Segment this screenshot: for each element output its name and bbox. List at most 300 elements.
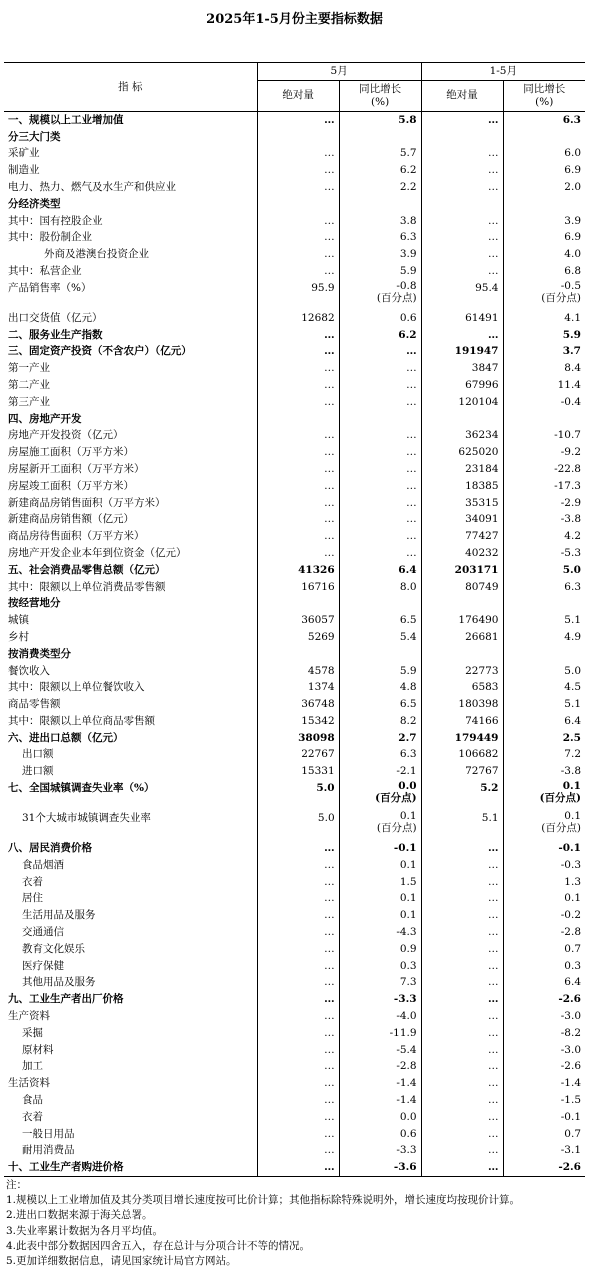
row-label: 第二产业 — [8, 378, 50, 391]
may-absolute: … — [257, 1058, 339, 1075]
jan-may-absolute: … — [421, 246, 503, 263]
may-absolute: 1374 — [257, 679, 339, 696]
table-row — [4, 810, 585, 840]
may-growth: -0.1 — [339, 840, 421, 857]
may-absolute: … — [257, 461, 339, 478]
note-line: 4.此表中部分数据因四舍五入，存在总计与分项合计不等的情况。 — [6, 1239, 311, 1252]
may-growth: 0.1 — [339, 907, 421, 924]
table-body — [4, 111, 585, 1176]
may-absolute: … — [257, 145, 339, 162]
may-absolute: … — [257, 1042, 339, 1059]
jan-may-absolute: 120104 — [421, 394, 503, 411]
jan-may-growth: 7.2 — [503, 746, 585, 763]
jan-may-growth: 6.9 — [503, 229, 585, 246]
may-absolute: … — [257, 478, 339, 495]
header-may: 5月 — [257, 63, 421, 81]
jan-may-absolute: … — [421, 1075, 503, 1092]
jan-may-growth — [503, 810, 585, 840]
jan-may-absolute: 77427 — [421, 528, 503, 545]
table-row — [4, 545, 585, 562]
may-growth: 6.2 — [339, 327, 421, 344]
may-growth: -4.3 — [339, 924, 421, 941]
may-absolute: … — [257, 343, 339, 360]
may-absolute: … — [257, 511, 339, 528]
table-row — [4, 444, 585, 461]
row-label: 其中：私营企业 — [8, 264, 82, 277]
may-growth: 0.1 — [339, 857, 421, 874]
jan-may-growth: 6.3 — [503, 111, 585, 128]
may-absolute: … — [257, 528, 339, 545]
table-row — [4, 1159, 585, 1176]
may-absolute — [257, 411, 339, 428]
header-growth-may-line1: 同比增长 — [359, 82, 402, 95]
jan-may-absolute — [421, 129, 503, 146]
row-label: 生活用品及服务 — [22, 909, 96, 922]
jan-may-absolute: 72767 — [421, 763, 503, 780]
jan-may-growth: -2.6 — [503, 991, 585, 1008]
row-label: 生产资料 — [8, 1010, 50, 1023]
row-label: 其中：限额以上单位餐饮收入 — [8, 681, 145, 694]
table-row — [4, 360, 585, 377]
may-growth: 0.9 — [339, 941, 421, 958]
jan-may-growth: 0.7 — [503, 1126, 585, 1143]
may-growth: … — [339, 461, 421, 478]
jan-may-growth: 3.7 — [503, 343, 585, 360]
row-label: 生活资料 — [8, 1077, 50, 1090]
jan-may-absolute: 36234 — [421, 427, 503, 444]
table-row — [4, 145, 585, 162]
may-growth: 6.5 — [339, 696, 421, 713]
may-absolute: … — [257, 394, 339, 411]
row-label: 出口额 — [22, 748, 54, 761]
jan-may-growth-unit: (百分点) — [541, 822, 581, 835]
may-growth: 6.3 — [339, 746, 421, 763]
jan-may-growth — [503, 411, 585, 428]
may-growth: … — [339, 545, 421, 562]
may-growth: … — [339, 377, 421, 394]
may-absolute: … — [257, 360, 339, 377]
may-absolute: … — [257, 1159, 339, 1176]
may-growth: -3.6 — [339, 1159, 421, 1176]
table-row — [4, 162, 585, 179]
table-row — [4, 129, 585, 146]
jan-may-growth — [503, 129, 585, 146]
may-absolute: … — [257, 1075, 339, 1092]
jan-may-absolute: 95.4 — [421, 280, 503, 310]
jan-may-growth: 4.2 — [503, 528, 585, 545]
row-label: 其中：限额以上单位消费品零售额 — [8, 580, 166, 593]
table-row — [4, 1058, 585, 1075]
may-growth — [339, 129, 421, 146]
jan-may-absolute — [421, 595, 503, 612]
jan-may-absolute: … — [421, 213, 503, 230]
jan-may-growth-value: -0.5 — [560, 279, 581, 292]
may-absolute: … — [257, 991, 339, 1008]
may-absolute: … — [257, 111, 339, 128]
row-label: 其他用品及服务 — [22, 976, 96, 989]
may-growth: … — [339, 511, 421, 528]
jan-may-growth: 0.3 — [503, 958, 585, 975]
may-absolute: … — [257, 907, 339, 924]
table-row — [4, 874, 585, 891]
row-label: 十、工业生产者购进价格 — [4, 1159, 257, 1176]
jan-may-absolute: … — [421, 1142, 503, 1159]
may-growth: … — [339, 360, 421, 377]
table-row — [4, 196, 585, 213]
jan-may-growth — [503, 780, 585, 810]
jan-may-growth: 5.0 — [503, 562, 585, 579]
table-row — [4, 730, 585, 747]
jan-may-growth: 0.7 — [503, 941, 585, 958]
row-label: 制造业 — [8, 164, 40, 177]
may-growth: 5.9 — [339, 263, 421, 280]
row-label: 分经济类型 — [8, 197, 61, 210]
may-absolute: … — [257, 958, 339, 975]
row-label: 六、进出口总额（亿元） — [8, 731, 124, 744]
may-absolute: … — [257, 974, 339, 991]
jan-may-absolute: … — [421, 924, 503, 941]
may-growth: -4.0 — [339, 1008, 421, 1025]
jan-may-growth: 6.4 — [503, 713, 585, 730]
may-absolute: … — [257, 377, 339, 394]
notes — [6, 1178, 520, 1269]
jan-may-absolute: … — [421, 1025, 503, 1042]
table-row — [4, 663, 585, 680]
jan-may-absolute: … — [421, 958, 503, 975]
jan-may-growth: -3.8 — [503, 763, 585, 780]
may-absolute: … — [257, 246, 339, 263]
jan-may-absolute: … — [421, 162, 503, 179]
table-row — [4, 461, 585, 478]
jan-may-growth-value: 0.1 — [564, 810, 581, 823]
jan-may-absolute: 176490 — [421, 612, 503, 629]
jan-may-growth: -9.2 — [503, 444, 585, 461]
table-row — [4, 612, 585, 629]
may-growth-value: 0.0 — [398, 780, 417, 793]
table-row — [4, 579, 585, 596]
may-absolute: … — [257, 545, 339, 562]
may-absolute: 36057 — [257, 612, 339, 629]
row-label: 第三产业 — [8, 395, 50, 408]
may-absolute: … — [257, 1126, 339, 1143]
jan-may-absolute: 80749 — [421, 579, 503, 596]
table-row — [4, 679, 585, 696]
may-growth: -3.3 — [339, 1142, 421, 1159]
jan-may-absolute: 3847 — [421, 360, 503, 377]
jan-may-growth: -0.3 — [503, 857, 585, 874]
row-label: 房屋竣工面积（万平方米） — [8, 479, 134, 492]
jan-may-growth: -0.2 — [503, 907, 585, 924]
row-label: 四、房地产开发 — [8, 412, 82, 425]
row-label: 一般日用品 — [22, 1127, 75, 1140]
may-absolute: … — [257, 327, 339, 344]
may-growth: … — [339, 495, 421, 512]
jan-may-absolute: 35315 — [421, 495, 503, 512]
jan-may-growth: 2.5 — [503, 730, 585, 747]
may-growth: 6.4 — [339, 562, 421, 579]
row-label: 商品零售额 — [8, 698, 61, 711]
may-absolute — [257, 646, 339, 663]
row-label: 食品烟酒 — [22, 858, 64, 871]
row-label: 31个大城市城镇调查失业率 — [22, 812, 151, 825]
row-label: 新建商品房销售额（亿元） — [8, 513, 134, 526]
may-absolute: 5.0 — [257, 780, 339, 810]
jan-may-absolute: … — [421, 991, 503, 1008]
may-growth-unit: (百分点) — [376, 822, 417, 835]
may-growth: -5.4 — [339, 1042, 421, 1059]
table-row — [4, 840, 585, 857]
jan-may-absolute: 61491 — [421, 310, 503, 327]
row-label: 食品 — [22, 1094, 43, 1107]
may-growth: -2.8 — [339, 1058, 421, 1075]
table-row — [4, 511, 585, 528]
row-label: 教育文化娱乐 — [22, 942, 85, 955]
jan-may-growth: -3.0 — [503, 1008, 585, 1025]
jan-may-growth: -17.3 — [503, 478, 585, 495]
jan-may-absolute: 6583 — [421, 679, 503, 696]
header-indicator: 指 标 — [4, 63, 257, 112]
table-row — [4, 562, 585, 579]
jan-may-absolute: 180398 — [421, 696, 503, 713]
header-growth-may — [339, 80, 421, 111]
jan-may-absolute: … — [421, 1092, 503, 1109]
may-absolute: 4578 — [257, 663, 339, 680]
may-absolute: … — [257, 840, 339, 857]
table-row — [4, 646, 585, 663]
may-absolute: … — [257, 1142, 339, 1159]
table-row — [4, 746, 585, 763]
row-label: 医疗保健 — [22, 959, 64, 972]
may-growth: 1.5 — [339, 874, 421, 891]
row-label: 房屋施工面积（万平方米） — [8, 446, 134, 459]
table-row — [4, 179, 585, 196]
jan-may-absolute: … — [421, 907, 503, 924]
row-label: 外商及港澳台投资企业 — [44, 248, 149, 261]
header-growth-may-line2: (%) — [371, 95, 390, 108]
header-growth-jan-may-line2: (%) — [535, 95, 554, 108]
may-absolute: 12682 — [257, 310, 339, 327]
jan-may-growth: -10.7 — [503, 427, 585, 444]
jan-may-absolute: 5.2 — [421, 780, 503, 810]
may-growth: 5.7 — [339, 145, 421, 162]
jan-may-absolute: 191947 — [421, 343, 503, 360]
header-absolute-jan-may: 绝对量 — [421, 80, 503, 111]
jan-may-growth: 5.0 — [503, 663, 585, 680]
jan-may-absolute: … — [421, 1109, 503, 1126]
may-absolute: 36748 — [257, 696, 339, 713]
jan-may-absolute: … — [421, 229, 503, 246]
may-growth: 5.4 — [339, 629, 421, 646]
table-row — [4, 478, 585, 495]
note-line: 注： — [6, 1179, 27, 1191]
table-row — [4, 280, 585, 310]
row-label: 其中：股份制企业 — [8, 231, 92, 244]
may-growth: 2.7 — [339, 730, 421, 747]
table-row — [4, 713, 585, 730]
may-growth: 8.2 — [339, 713, 421, 730]
may-absolute: … — [257, 495, 339, 512]
may-absolute: … — [257, 1092, 339, 1109]
row-label: 分三大门类 — [8, 130, 61, 143]
may-absolute: … — [257, 874, 339, 891]
table-row — [4, 1025, 585, 1042]
may-growth: … — [339, 427, 421, 444]
row-label: 居住 — [22, 892, 43, 905]
may-growth-unit: (百分点) — [376, 291, 417, 304]
may-absolute — [257, 129, 339, 146]
table-row — [4, 111, 585, 128]
may-growth — [339, 280, 421, 310]
jan-may-growth: -3.0 — [503, 1042, 585, 1059]
may-growth — [339, 595, 421, 612]
row-label: 其中：国有控股企业 — [8, 214, 103, 227]
jan-may-growth: 4.0 — [503, 246, 585, 263]
may-absolute: … — [257, 179, 339, 196]
table-row — [4, 924, 585, 941]
jan-may-absolute: 40232 — [421, 545, 503, 562]
row-label: 新建商品房销售面积（万平方米） — [8, 496, 166, 509]
row-label: 餐饮收入 — [8, 664, 50, 677]
table-row — [4, 780, 585, 810]
may-growth: 5.8 — [339, 111, 421, 128]
may-growth — [339, 646, 421, 663]
jan-may-growth: 3.9 — [503, 213, 585, 230]
jan-may-absolute: 106682 — [421, 746, 503, 763]
jan-may-growth — [503, 196, 585, 213]
jan-may-absolute: … — [421, 327, 503, 344]
jan-may-absolute: 34091 — [421, 511, 503, 528]
header-jan-may: 1-5月 — [421, 63, 585, 81]
jan-may-absolute: … — [421, 941, 503, 958]
jan-may-growth — [503, 280, 585, 310]
jan-may-growth: -22.8 — [503, 461, 585, 478]
jan-may-growth-unit: (百分点) — [539, 792, 581, 805]
jan-may-absolute — [421, 646, 503, 663]
may-absolute: 5269 — [257, 629, 339, 646]
table-row — [4, 394, 585, 411]
jan-may-absolute: … — [421, 1126, 503, 1143]
jan-may-growth: 6.3 — [503, 579, 585, 596]
may-absolute: … — [257, 924, 339, 941]
table-row — [4, 246, 585, 263]
may-absolute: … — [257, 213, 339, 230]
table-row — [4, 763, 585, 780]
jan-may-growth: 11.4 — [503, 377, 585, 394]
may-growth — [339, 196, 421, 213]
row-label: 城镇 — [8, 614, 29, 627]
jan-may-absolute: 23184 — [421, 461, 503, 478]
table-row — [4, 528, 585, 545]
may-growth: 0.6 — [339, 1126, 421, 1143]
may-growth: 7.3 — [339, 974, 421, 991]
may-growth: 8.0 — [339, 579, 421, 596]
note-line: 1.规模以上工业增加值及其分类项目增长速度按可比价计算；其他指标除特殊说明外，增长速度均按现价计算。 — [6, 1194, 521, 1207]
may-absolute: … — [257, 229, 339, 246]
row-label: 房屋新开工面积（万平方米） — [8, 462, 145, 475]
jan-may-growth: 6.4 — [503, 974, 585, 991]
may-absolute: … — [257, 857, 339, 874]
row-label: 按经营地分 — [8, 597, 61, 610]
may-absolute: … — [257, 890, 339, 907]
may-growth: 0.0 — [339, 1109, 421, 1126]
may-absolute: 16716 — [257, 579, 339, 596]
jan-may-absolute: … — [421, 857, 503, 874]
row-label: 商品房待售面积（万平方米） — [8, 530, 145, 543]
header-growth-jan-may-line1: 同比增长 — [523, 82, 566, 95]
table-row — [4, 907, 585, 924]
table-row — [4, 1042, 585, 1059]
jan-may-absolute: 74166 — [421, 713, 503, 730]
jan-may-growth: -2.6 — [503, 1159, 585, 1176]
jan-may-absolute: 22773 — [421, 663, 503, 680]
row-label: 五、社会消费品零售总额（亿元） — [8, 563, 166, 576]
table-row — [4, 310, 585, 327]
jan-may-absolute: … — [421, 1008, 503, 1025]
may-absolute: 38098 — [257, 730, 339, 747]
may-growth: -2.1 — [339, 763, 421, 780]
may-growth-unit: (百分点) — [375, 792, 417, 805]
jan-may-absolute: 5.1 — [421, 810, 503, 840]
row-label: 按消费类型分 — [8, 647, 71, 660]
table-row — [4, 1075, 585, 1092]
may-growth: 0.6 — [339, 310, 421, 327]
may-absolute: 15331 — [257, 763, 339, 780]
may-growth: -11.9 — [339, 1025, 421, 1042]
indicator-table — [4, 62, 585, 1177]
jan-may-absolute: … — [421, 1058, 503, 1075]
may-absolute: … — [257, 1025, 339, 1042]
table-row — [4, 1109, 585, 1126]
jan-may-growth: 2.0 — [503, 179, 585, 196]
may-growth — [339, 411, 421, 428]
table-row — [4, 229, 585, 246]
jan-may-absolute: 67996 — [421, 377, 503, 394]
jan-may-absolute: 625020 — [421, 444, 503, 461]
table-row — [4, 890, 585, 907]
jan-may-absolute: … — [421, 263, 503, 280]
jan-may-absolute — [421, 411, 503, 428]
may-growth-value: -0.8 — [396, 279, 417, 292]
jan-may-growth: -2.6 — [503, 1058, 585, 1075]
jan-may-growth: 4.5 — [503, 679, 585, 696]
may-growth-value: 0.1 — [399, 810, 417, 823]
may-absolute: 41326 — [257, 562, 339, 579]
may-growth: 5.9 — [339, 663, 421, 680]
may-absolute — [257, 196, 339, 213]
table-row — [4, 343, 585, 360]
may-growth: 0.1 — [339, 890, 421, 907]
table-row — [4, 495, 585, 512]
jan-may-absolute: 179449 — [421, 730, 503, 747]
jan-may-growth: -5.3 — [503, 545, 585, 562]
jan-may-growth — [503, 595, 585, 612]
jan-may-absolute — [421, 196, 503, 213]
may-growth: -1.4 — [339, 1075, 421, 1092]
may-absolute: … — [257, 1109, 339, 1126]
row-label: 衣着 — [22, 875, 43, 888]
table-row — [4, 857, 585, 874]
may-growth: … — [339, 343, 421, 360]
jan-may-growth: -3.8 — [503, 511, 585, 528]
row-label: 房地产开发企业本年到位资金（亿元） — [8, 546, 187, 559]
jan-may-growth: -1.4 — [503, 1075, 585, 1092]
row-label: 加工 — [22, 1060, 43, 1073]
note-line: 5.更加详细数据信息，请见国家统计局官方网站。 — [6, 1255, 237, 1268]
jan-may-growth: -8.2 — [503, 1025, 585, 1042]
table-row — [4, 629, 585, 646]
jan-may-growth: 4.1 — [503, 310, 585, 327]
row-label: 一、规模以上工业增加值 — [8, 113, 124, 126]
